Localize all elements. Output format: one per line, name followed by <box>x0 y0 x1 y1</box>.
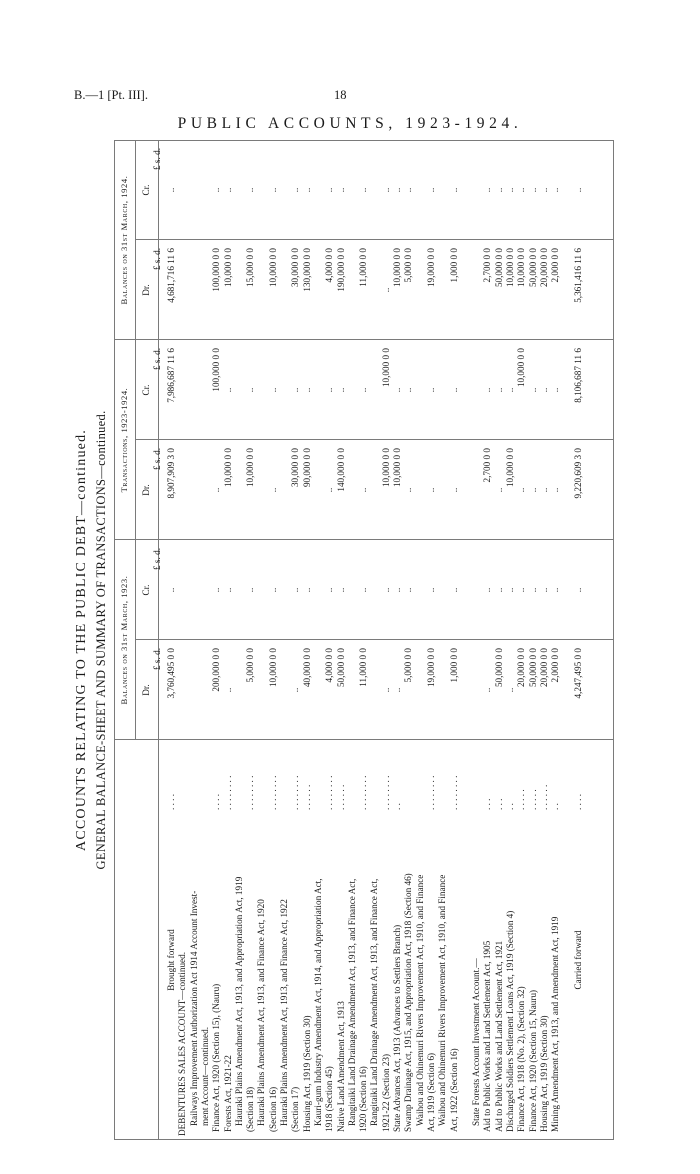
amount-cell: 50,000 0 0 <box>527 248 538 288</box>
amount-cell: .. <box>550 587 561 593</box>
amount-cell: .. <box>222 187 233 193</box>
row-label: State Forests Account Investment Account.— <box>471 958 482 1126</box>
amount-cell: .. <box>572 587 583 593</box>
amount-cell: 10,000 0 0 <box>380 348 391 388</box>
amount-cell: .. <box>290 187 301 193</box>
amount-cell: .. <box>222 387 233 393</box>
amount-cell: .. <box>324 187 335 193</box>
amount-cell: .. <box>527 587 538 593</box>
leader-dots: . . . . . . <box>538 784 549 810</box>
amount-cell: .. <box>324 487 335 493</box>
amount-cell: .. <box>245 387 256 393</box>
leader-dots: . . . . . . . . <box>324 775 335 810</box>
amount-cell: 10,000 0 0 <box>380 448 391 488</box>
row-label: 1920 (Section 16) <box>358 1066 369 1132</box>
amount-cell: 11,000 0 0 <box>358 648 369 687</box>
amount-cell: .. <box>448 487 459 493</box>
row-label: Hauraki Plains Amendment Act, 1913, and Finance Act, 1922 <box>279 899 289 1126</box>
amount-cell: 20,000 0 0 <box>516 648 527 688</box>
amount-cell: .. <box>380 587 391 593</box>
amount-cell: .. <box>290 687 301 693</box>
amount-cell: .. <box>448 187 459 193</box>
row-label: Rangitaiki Land Drainage Amendment Act, 1913, and Finance Act, <box>369 878 380 1126</box>
amount-cell: .. <box>166 187 176 193</box>
amount-cell: 2,000 0 0 <box>550 248 561 283</box>
amount-cell: 7,986,687 11 6 <box>166 348 176 403</box>
leader-dots: . . . . . . . . <box>425 775 436 810</box>
row-label: ment Account—continued. <box>199 1027 210 1126</box>
balance-table <box>114 140 614 1140</box>
amount-cell: 20,000 0 0 <box>538 648 549 688</box>
amount-cell: .. <box>425 387 436 393</box>
amount-cell: 90,000 0 0 <box>301 448 312 488</box>
leader-dots: . . . . . . . . <box>380 775 391 810</box>
rotated-table-area <box>74 140 620 1140</box>
amount-cell: .. <box>290 587 301 593</box>
leader-dots: . . . . <box>572 793 583 810</box>
amount-cell: .. <box>358 187 369 193</box>
amount-cell: .. <box>222 687 233 693</box>
leader-dots: . . . . . . <box>335 784 346 810</box>
amount-cell: .. <box>211 587 222 593</box>
amount-cell: 5,000 0 0 <box>403 248 414 283</box>
leader-dots: . . . . . . . . <box>290 775 301 810</box>
leader-dots: . . . . . . . . <box>222 775 233 810</box>
amount-cell: .. <box>527 487 538 493</box>
table-subtitle: GENERAL BALANCE-SHEET AND SUMMARY OF TRANSACTIONS—continued. <box>94 410 108 870</box>
row-label: Aid to Public Works and Land Settlement Act, 1905 <box>482 940 493 1132</box>
amount-cell: 50,000 0 0 <box>335 648 346 688</box>
row-label: Act, 1919 (Section 6) <box>425 1052 436 1132</box>
leader-dots: . . . . <box>211 793 222 810</box>
amount-cell: 10,000 0 0 <box>392 448 402 488</box>
amount-cell: .. <box>505 687 515 693</box>
amount-cell: 50,000 0 0 <box>493 248 504 288</box>
amount-cell: 15,000 0 0 <box>245 248 256 288</box>
row-label: Kauri-gum Industry Amendment Act, 1914, and Appropriation Act, <box>312 878 323 1126</box>
running-title: PUBLIC ACCOUNTS, 1923-1924. <box>177 115 523 132</box>
amount-cell: .. <box>403 587 414 593</box>
row-label: Railways Improvement Authorization Act 1914 Account Invest- <box>188 890 199 1126</box>
amount-cell: 10,000 0 0 <box>222 248 233 288</box>
cr-column-header: Cr. <box>141 584 151 596</box>
left-border <box>114 1139 614 1140</box>
amount-cell: .. <box>211 187 222 193</box>
amount-cell: .. <box>222 587 233 593</box>
amount-cell: .. <box>538 187 549 193</box>
group-header-balances-1924: Balances on 31st March, 1924. <box>119 175 129 305</box>
amount-cell: .. <box>335 187 346 193</box>
amount-cell: .. <box>267 587 278 593</box>
amount-cell: .. <box>550 487 561 493</box>
amount-cell: .. <box>538 387 549 393</box>
amount-cell: .. <box>245 587 256 593</box>
amount-cell: .. <box>493 187 504 193</box>
units-row: £ s. d. <box>152 148 162 170</box>
amount-cell: 8,106,687 11 6 <box>572 348 583 403</box>
amount-cell: .. <box>267 387 278 393</box>
amount-cell: 50,000 0 0 <box>527 648 538 688</box>
amount-cell: .. <box>550 387 561 393</box>
row-label: Brought forward <box>166 929 176 991</box>
units-row: £ s. d. <box>152 548 162 570</box>
amount-cell: .. <box>380 687 391 693</box>
row-label: Waihou and Ohinemuri Rivers Improvement Act, 1910, and Finance <box>437 874 448 1126</box>
units-row: £ s. d. <box>152 448 162 470</box>
leader-dots: . . . <box>482 798 493 810</box>
amount-cell: 100,000 0 0 <box>211 248 222 292</box>
amount-cell: 2,000 0 0 <box>550 648 561 683</box>
amount-cell: .. <box>267 487 278 493</box>
amount-cell: 130,000 0 0 <box>301 248 312 292</box>
row-label: (Section 16) <box>267 1086 278 1132</box>
cr-column-header: Cr. <box>141 384 151 396</box>
amount-cell: .. <box>482 587 493 593</box>
amount-cell: 140,000 0 0 <box>335 448 346 492</box>
amount-cell: .. <box>527 187 538 193</box>
row-label: Discharged Soldiers Settlement Loans Act, 1919 (Section 4) <box>505 910 515 1132</box>
row-label: Forests Act, 1921-22 <box>222 1055 233 1132</box>
units-row: £ s. d. <box>152 248 162 270</box>
leader-dots: . . . . . <box>527 789 538 810</box>
amount-cell: .. <box>392 387 402 393</box>
amount-cell: .. <box>527 387 538 393</box>
amount-cell: .. <box>538 587 549 593</box>
amount-cell: .. <box>392 587 402 593</box>
row-label: Rangitaiki Land Drainage Amendment Act, 1913, and Finance Act, <box>346 878 357 1126</box>
amount-cell: .. <box>245 187 256 193</box>
amount-cell: .. <box>550 187 561 193</box>
amount-cell: 100,000 0 0 <box>211 348 222 392</box>
row-label: Housing Act, 1919 (Section 30) <box>301 1015 312 1132</box>
amount-cell: 9,220,609 3 0 <box>572 448 583 499</box>
amount-cell: 5,000 0 0 <box>403 648 414 683</box>
amount-cell: .. <box>448 387 459 393</box>
row-label: Swamp Drainage Act, 1915, and Appropriation Act, 1918 (Section 46) <box>403 873 414 1132</box>
amount-cell: 4,681,716 11 6 <box>166 248 176 303</box>
amount-cell: .. <box>380 187 391 193</box>
amount-cell: .. <box>358 387 369 393</box>
row-label: Finance Act, 1920 (Section 15, Nauru) <box>527 989 538 1132</box>
amount-cell: 10,000 0 0 <box>245 448 256 488</box>
row-label: Housing Act, 1919 (Section 30) <box>538 1015 549 1132</box>
amount-cell: .. <box>392 687 402 693</box>
leader-dots: . . . <box>493 798 504 810</box>
leader-dots: . . <box>550 803 561 810</box>
units-row: £ s. d. <box>152 648 162 670</box>
units-row: £ s. d. <box>152 348 162 370</box>
amount-cell: .. <box>482 687 493 693</box>
leader-dots: . . . . . . . . <box>358 775 369 810</box>
amount-cell: .. <box>538 487 549 493</box>
amount-cell: 10,000 0 0 <box>392 248 402 288</box>
amount-cell: .. <box>301 387 312 393</box>
dr-column-header: Dr. <box>141 684 151 696</box>
amount-cell: .. <box>358 487 369 493</box>
group-header-transactions: Transactions, 1923-1924. <box>119 387 129 493</box>
amount-cell: .. <box>505 387 515 393</box>
amount-cell: 10,000 0 0 <box>505 448 515 488</box>
amount-cell: 50,000 0 0 <box>493 648 504 688</box>
amount-cell: .. <box>335 587 346 593</box>
amount-cell: .. <box>425 587 436 593</box>
amount-cell: 19,000 0 0 <box>425 248 436 288</box>
row-label: (Section 18) <box>245 1086 256 1132</box>
amount-cell: 10,000 0 0 <box>267 648 278 688</box>
amount-cell: 2,700 0 0 <box>482 248 493 283</box>
amount-cell: .. <box>493 587 504 593</box>
amount-cell: .. <box>425 487 436 493</box>
row-label: Aid to Public Works and Land Settlement Act, 1921 <box>493 940 504 1132</box>
row-label: Waihou and Ohinemuri Rivers Improvement Act, 1910, and Finance <box>414 874 425 1126</box>
group-rule <box>135 140 136 740</box>
amount-cell: .. <box>516 487 527 493</box>
cr-column-header: Cr. <box>141 184 151 196</box>
amount-cell: .. <box>392 187 402 193</box>
row-label: 1918 (Section 45) <box>324 1066 335 1132</box>
row-label: Finance Act, 1918 (No. 2), (Section 32) <box>516 986 527 1132</box>
amount-cell: .. <box>301 587 312 593</box>
dr-column-header: Dr. <box>141 284 151 296</box>
leader-dots: . . <box>505 803 515 810</box>
balance-sheet-rotated <box>74 140 620 1140</box>
amount-cell: .. <box>166 587 176 593</box>
leader-dots: . . . . . . . . <box>448 775 459 810</box>
row-label: Carried forward <box>572 930 583 990</box>
amount-cell: 8,907,909 3 0 <box>166 448 176 499</box>
amount-cell: .. <box>516 587 527 593</box>
row-label: Mining Amendment Act, 1913, and Amendment Act, 1919 <box>550 916 561 1132</box>
amount-cell: 4,247,495 0 0 <box>572 648 583 699</box>
amount-cell: 200,000 0 0 <box>211 648 222 692</box>
table-bottom-rule <box>613 140 614 1140</box>
amount-cell: .. <box>493 487 504 493</box>
page-number: 18 <box>334 88 347 102</box>
row-label: 1921-22 (Section 23) <box>380 1053 391 1132</box>
amount-cell: .. <box>301 187 312 193</box>
leader-dots: . . . . <box>166 793 176 810</box>
amount-cell: .. <box>324 587 335 593</box>
amount-cell: 10,000 0 0 <box>516 348 527 388</box>
amount-cell: 20,000 0 0 <box>538 248 549 288</box>
row-label: Finance Act, 1920 (Section 15), (Nauru) <box>211 983 222 1132</box>
amount-cell: 10,000 0 0 <box>516 248 527 288</box>
amount-cell: 1,000 0 0 <box>448 648 459 683</box>
amount-cell: 10,000 0 0 <box>505 248 515 288</box>
amount-cell: .. <box>448 587 459 593</box>
leader-dots: . . . . . . . . <box>267 775 278 810</box>
row-label: Native Land Amendment Act, 1913 <box>335 1001 346 1132</box>
dr-column-header: Dr. <box>141 484 151 496</box>
amount-cell: .. <box>493 387 504 393</box>
amount-cell: 19,000 0 0 <box>425 648 436 688</box>
amount-cell: .. <box>572 187 583 193</box>
row-label: Act, 1922 (Section 16) <box>448 1048 459 1132</box>
amount-cell: .. <box>403 487 414 493</box>
amount-cell: 40,000 0 0 <box>301 648 312 688</box>
amount-cell: .. <box>211 487 222 493</box>
amount-cell: 5,361,416 11 6 <box>572 248 583 303</box>
amount-cell: .. <box>482 187 493 193</box>
amount-cell: 4,000 0 0 <box>324 248 335 283</box>
amount-cell: .. <box>482 387 493 393</box>
amount-cell: 10,000 0 0 <box>222 448 233 488</box>
amount-cell: .. <box>403 187 414 193</box>
amount-cell: .. <box>505 187 515 193</box>
amount-cell: .. <box>290 387 301 393</box>
amount-cell: .. <box>425 187 436 193</box>
amount-cell: .. <box>403 387 414 393</box>
amount-cell: 5,000 0 0 <box>245 648 256 683</box>
amount-cell: 190,000 0 0 <box>335 248 346 292</box>
amount-cell: 2,700 0 0 <box>482 448 493 483</box>
amount-cell: 30,000 0 0 <box>290 248 301 288</box>
row-label: (Section 17) <box>290 1086 301 1132</box>
leader-dots: . . . . . <box>516 789 527 810</box>
report-reference: B.—1 [Pt. III]. <box>74 88 148 102</box>
amount-cell: .. <box>358 587 369 593</box>
table-title: ACCOUNTS RELATING TO THE PUBLIC DEBT—continued. <box>74 429 89 851</box>
amount-cell: 30,000 0 0 <box>290 448 301 488</box>
group-header-balances-1923: Balances on 31st March, 1923. <box>119 575 129 705</box>
amount-cell: 4,000 0 0 <box>324 648 335 683</box>
leader-dots: . . <box>392 803 402 810</box>
amount-cell: .. <box>267 187 278 193</box>
table-top-rule <box>114 140 115 1140</box>
amount-cell: .. <box>505 587 515 593</box>
amount-cell: 3,760,495 0 0 <box>166 648 176 699</box>
amount-cell: 11,000 0 0 <box>358 248 369 287</box>
amount-cell: .. <box>516 187 527 193</box>
row-label: Hauraki Plains Amendment Act, 1913, and Appropriation Act, 1919 <box>233 876 244 1126</box>
amount-cell: 1,000 0 0 <box>448 248 459 283</box>
row-label: DEBENTURES SALES ACCOUNT—continued. <box>177 951 188 1136</box>
amount-cell: .. <box>335 387 346 393</box>
leader-dots: . . . . . . <box>301 784 312 810</box>
row-label: Hauraki Plains Amendment Act, 1913, and Finance Act, 1920 <box>256 899 267 1126</box>
row-label: State Advances Act, 1913 (Advances to Settlers Branch) <box>392 924 402 1132</box>
leader-dots: . . . . . . . . <box>245 775 256 810</box>
amount-cell: .. <box>380 287 391 293</box>
amount-cell: 10,000 0 0 <box>267 248 278 288</box>
amount-cell: .. <box>324 387 335 393</box>
